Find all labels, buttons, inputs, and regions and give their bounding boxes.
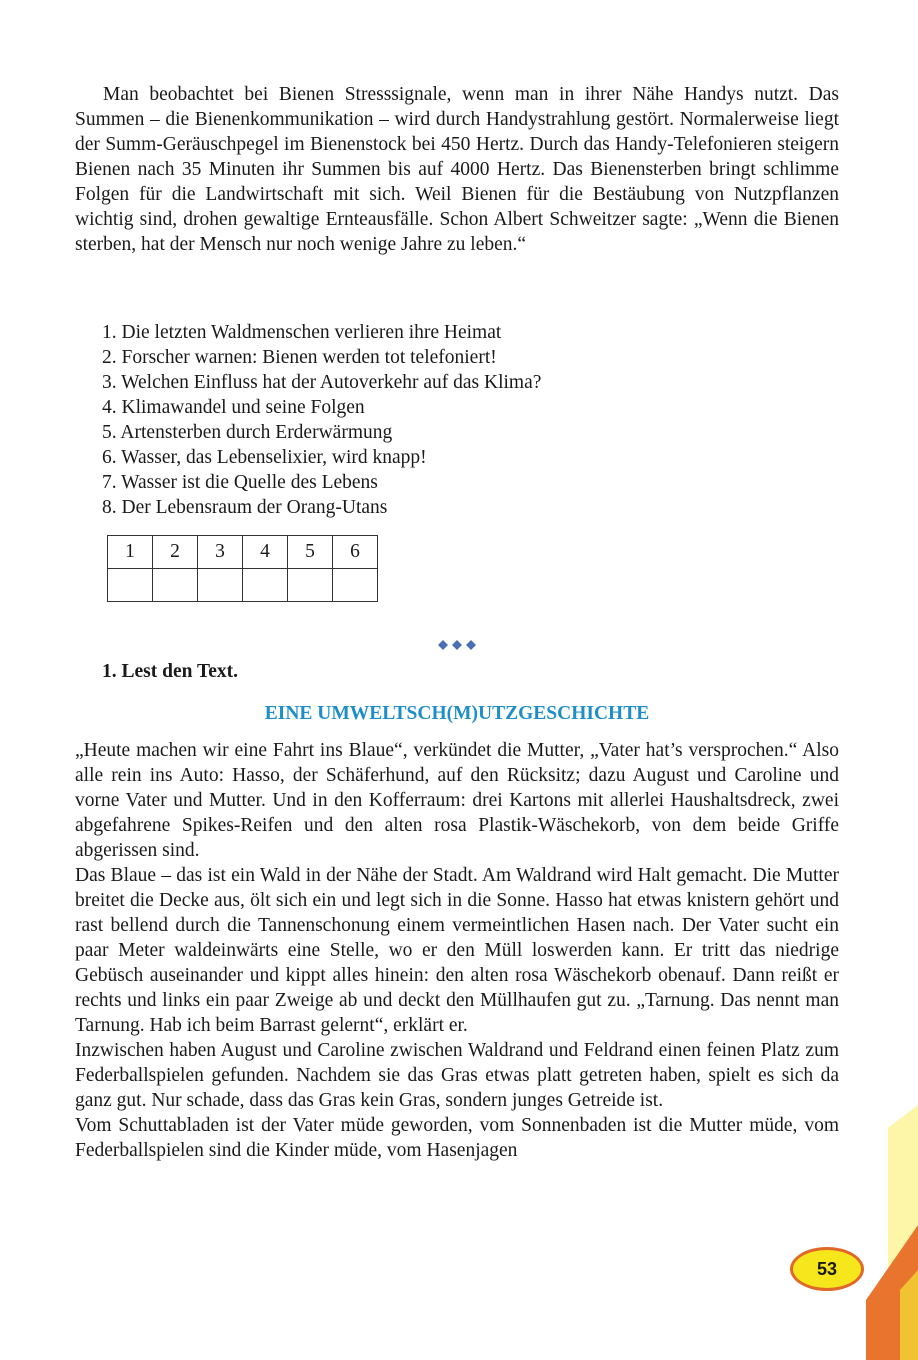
list-item: 1. Die letzten Waldmenschen verlieren ihre Heimat xyxy=(102,322,502,343)
answer-cell[interactable] xyxy=(153,569,198,602)
list-item: 5. Artensterben durch Erderwärmung xyxy=(102,422,393,443)
answer-cell[interactable] xyxy=(108,569,153,602)
table-header-row xyxy=(108,536,378,569)
headline-list xyxy=(102,320,541,520)
story-paragraph: „Heute machen wir eine Fahrt ins Blaue“, verkündet die Mutter, „Vater hat’s versprochen.“ Also alle rein ins Auto: Hasso, der Schäferhund, auf den Rücksitz; dazu August und Caroline und vorne Vater und Mutter. Und in den Kofferraum: drei Kartons mit allerlei Haushaltsdreck, zwei abgefahrene Spikes-Reifen und den alten rosa Plastik-Wäschekorb, von dem beide Griffe abgerissen sind. xyxy=(75,740,839,861)
table-header-cell: 4 xyxy=(243,536,288,569)
table-answer-row xyxy=(108,569,378,602)
list-item: 2. Forscher warnen: Bienen werden tot telefoniert! xyxy=(102,347,497,368)
story-text-block xyxy=(75,738,839,1163)
story-paragraph: Das Blaue – das ist ein Wald in der Nähe der Stadt. Am Waldrand wird Halt gemacht. Die Mutter breitet die Decke aus, ölt sich ein und legt sich in die Sonne. Hasso hat etwas knistern gehört und rast bellend durch die Tannenschonung einem vermeintlichen Hasen nach. Der Vater sucht ein paar Meter waldeinwärts eine Stelle, wo er den Müll loswerden kann. Er tritt das niedrige Gebüsch auseinander und kippt alles hinein: den alten rosa Wäschekorb obenauf. Dann reißt er rechts und links ein paar Zweige ab und deckt den Müllhaufen gut zu. „Tarnung. Das nennt man Tarnung. Hab ich beim Barrast gelernt“, erklärt er. xyxy=(75,865,839,1036)
story-paragraph: Inzwischen haben August und Caroline zwischen Waldrand und Feldrand einen feinen Platz zum Federballspielen gefunden. Nachdem sie das Gras etwas platt getreten haben, spielt es sich da ganz gut. Nur schade, dass das Gras kein Gras, sondern junges Getreide ist. xyxy=(75,1040,839,1111)
table-header-cell: 5 xyxy=(288,536,333,569)
answer-cell[interactable] xyxy=(243,569,288,602)
answer-cell[interactable] xyxy=(333,569,378,602)
intro-paragraph: Man beobachtet bei Bienen Stresssignale, wenn man in ihrer Nähe Handys nutzt. Das Summen – die Bienenkommunikation – wird durch Handystrahlung gestört. Normalerweise liegt der Summ-Geräuschpegel im Bienenstock bei 450 Hertz. Durch das Handy-Telefonieren steigern Bienen nach 35 Minuten ihr Summen bis auf 4000 Hertz. Das Bienensterben bringt schlimme Folgen für die Landwirtschaft mit sich. Weil Bienen für die Bestäubung von Nutzpflanzen wichtig sind, drohen gewaltige Ernteausfälle. Schon Albert Schweitzer sagte: „Wenn die Bienen sterben, hat der Mensch nur noch wenige Jahre zu leben.“ xyxy=(75,84,839,255)
story-paragraph: Vom Schuttabladen ist der Vater müde geworden, vom Sonnenbaden ist die Mutter müde, vom Federballspielen sind die Kinder müde, vom Hasenjagen xyxy=(75,1115,839,1161)
page-edge-decoration xyxy=(848,0,918,1360)
table-header-cell: 6 xyxy=(333,536,378,569)
page-number-badge: 53 xyxy=(790,1247,864,1291)
section-divider-icon xyxy=(437,639,481,653)
story-title: EINE UMWELTSCH(M)UTZGESCHICHTE xyxy=(264,703,650,724)
table-header-cell: 2 xyxy=(153,536,198,569)
list-item: 6. Wasser, das Lebenselixier, wird knapp! xyxy=(102,447,427,468)
table-header-cell: 1 xyxy=(108,536,153,569)
list-item: 8. Der Lebensraum der Orang-Utans xyxy=(102,497,388,518)
list-item: 7. Wasser ist die Quelle des Lebens xyxy=(102,472,378,493)
table-header-cell: 3 xyxy=(198,536,243,569)
list-item: 3. Welchen Einfluss hat der Autoverkehr auf das Klima? xyxy=(102,372,542,393)
answer-cell[interactable] xyxy=(198,569,243,602)
task-instruction: 1. Lest den Text. xyxy=(102,661,238,682)
list-item: 4. Klimawandel und seine Folgen xyxy=(102,397,365,418)
answer-table xyxy=(107,535,378,602)
answer-cell[interactable] xyxy=(288,569,333,602)
intro-text-block xyxy=(75,82,839,257)
